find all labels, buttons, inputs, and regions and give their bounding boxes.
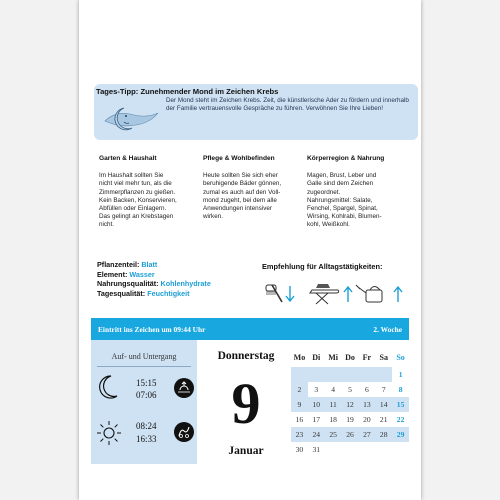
weekday-header: So	[396, 353, 405, 362]
calendar-day: 3	[308, 382, 325, 397]
weekday-header: Mi	[328, 353, 339, 362]
attr-label: Tagesqualität:	[97, 288, 146, 298]
weekday-header: Sa	[379, 353, 388, 362]
calendar-day: 15	[392, 397, 409, 412]
sign-entry-banner	[91, 318, 409, 340]
calendar-day: 22	[392, 412, 409, 427]
column-line: nicht viel mehr tun, als die	[99, 180, 172, 188]
moon-rise-time: 15:15	[136, 378, 157, 388]
calendar-day: 30	[291, 442, 308, 457]
column-line: Heute sollten Sie sich eher	[203, 172, 278, 180]
calendar-day: 23	[291, 427, 308, 442]
calendar-day: 7	[375, 382, 392, 397]
calendar-day: 11	[325, 397, 342, 412]
column-line: Galle sind dem Zeichen	[307, 180, 374, 188]
calendar-day	[342, 442, 359, 457]
daily-tip-title: Tages-Tipp: Zunehmender Mond im Zeichen Krebs	[96, 87, 279, 96]
weekday: Donnerstag	[217, 350, 275, 362]
column-line: mond zugeht, bei dem alle	[203, 196, 277, 204]
column-title: Garten & Haushalt	[99, 155, 157, 162]
calendar-day	[308, 367, 325, 382]
calendar-day: 24	[308, 427, 325, 442]
zodiac-symbol-icon	[173, 421, 195, 443]
calendar-week	[291, 412, 409, 427]
calendar-day: 13	[358, 397, 375, 412]
calendar-day: 4	[325, 382, 342, 397]
moon-set-time: 07:06	[136, 390, 157, 400]
column-title: Körperregion & Nahrung	[307, 155, 385, 162]
column-line: kohl, Weißkohl.	[307, 221, 350, 229]
calendar-day: 31	[308, 442, 325, 457]
calendar-day: 18	[325, 412, 342, 427]
attr-label: Nahrungsqualität:	[97, 279, 159, 289]
column-line: Wirsing, Kohlrabi, Blumen-	[307, 213, 382, 221]
weekday-header: Mo	[293, 353, 306, 362]
rise-set-panel	[91, 340, 197, 464]
column-body-nutrition	[307, 155, 407, 230]
day-number: 9	[231, 371, 261, 436]
calendar-week	[291, 397, 409, 412]
column-line: zugeordnet.	[307, 188, 341, 196]
column-line: Anwendungen intensiver	[203, 205, 272, 213]
calendar-day: 1	[392, 367, 409, 382]
column-care-wellbeing	[203, 155, 303, 221]
calendar-day: 29	[392, 427, 409, 442]
calendar-day: 6	[358, 382, 375, 397]
column-line: Magen, Brust, Leber und	[307, 172, 377, 180]
moon-attributes	[97, 260, 211, 298]
column-title: Pflege & Wohlbefinden	[203, 155, 275, 162]
column-line: Zimmerpflanzen zu gießen.	[99, 188, 176, 196]
calendar-day	[375, 367, 392, 382]
attr-label: Element:	[97, 269, 128, 279]
calendar-day: 19	[342, 412, 359, 427]
calendar-day: 2	[291, 382, 308, 397]
recommendation-icons	[262, 280, 412, 308]
ironing-board-icon	[310, 284, 339, 304]
calendar-day: 12	[342, 397, 359, 412]
recommendation-title: Empfehlung für Alltagstätigkeiten:	[262, 262, 383, 271]
attr-value: Wasser	[129, 269, 155, 279]
column-line: wirken.	[203, 213, 223, 221]
rise-set-title: Auf- und Untergang	[111, 352, 177, 361]
moonrise-symbol-icon	[173, 377, 195, 399]
moon-icon	[97, 374, 121, 400]
hairbrush-icon	[266, 285, 282, 302]
column-line: beruhigende Bäder gönnen,	[203, 180, 282, 188]
column-line: nicht.	[99, 221, 115, 229]
attr-value: Blatt	[141, 260, 158, 269]
calendar-day: 8	[392, 382, 409, 397]
calendar-day	[291, 367, 308, 382]
column-line: Im Haushalt sollten Sie	[99, 172, 164, 180]
calendar-day: 9	[291, 397, 308, 412]
calendar-day	[342, 367, 359, 382]
calendar-week	[291, 367, 409, 382]
column-line: zumal es auch auf den Voll-	[203, 188, 281, 196]
calendar-day: 10	[308, 397, 325, 412]
calendar-day	[358, 442, 375, 457]
calendar-day	[325, 367, 342, 382]
month: Januar	[228, 445, 264, 457]
calendar-header	[291, 353, 409, 367]
weekday-header: Do	[345, 353, 355, 362]
crescent-moon-face-icon	[102, 106, 160, 132]
calendar-day: 26	[342, 427, 359, 442]
column-line: Das gelingt an Krebstagen	[99, 213, 174, 221]
weekday-header: Di	[312, 353, 321, 362]
daily-tip-text: Der Mond steht im Zeichen Krebs. Zeit, die künstlerische Ader zu fördern und innerhalb der Familie vertrauensvolle Gespräche zu führen. Verwöhnen Sie Ihre Lieben!	[166, 97, 409, 113]
column-line: Nahrungsmittel: Salate,	[307, 196, 373, 204]
calendar-day	[358, 367, 375, 382]
arrow-up-icon	[344, 287, 352, 302]
calendar-day	[392, 442, 409, 457]
weekday-header: Fr	[362, 353, 372, 362]
calendar-week	[291, 442, 409, 457]
calendar-day: 20	[358, 412, 375, 427]
divider	[97, 366, 191, 367]
calendar-day: 14	[375, 397, 392, 412]
calendar-day: 5	[342, 382, 359, 397]
column-garden-household	[99, 155, 199, 230]
column-line: Kein Backen, Konservieren,	[99, 196, 177, 204]
calendar-week	[291, 382, 409, 397]
attr-value: Kohlenhydrate	[160, 279, 211, 289]
calendar-day	[325, 442, 342, 457]
attr-label: Pflanzenteil:	[97, 260, 140, 269]
sign-entry-time: Eintritt ins Zeichen um 09:44 Uhr	[98, 325, 206, 334]
calendar-day: 28	[375, 427, 392, 442]
sun-set-time: 16:33	[136, 434, 157, 444]
attr-value: Feuchtigkeit	[147, 288, 190, 298]
sun-icon	[96, 420, 122, 446]
calendar-day: 21	[375, 412, 392, 427]
calendar-day: 16	[291, 412, 308, 427]
calendar-day: 25	[325, 427, 342, 442]
calendar-week	[291, 427, 409, 442]
month-calendar	[291, 353, 409, 457]
arrow-down-icon	[286, 286, 294, 301]
watering-can-icon	[356, 285, 382, 302]
week-number: 2. Woche	[373, 325, 402, 334]
column-line: Abfüllen oder Einlagern.	[99, 205, 167, 213]
calendar-day: 27	[358, 427, 375, 442]
arrow-up-icon	[394, 287, 402, 302]
sun-rise-time: 08:24	[136, 421, 157, 431]
calendar-day: 17	[308, 412, 325, 427]
calendar-day	[375, 442, 392, 457]
column-line: Fenchel, Spargel, Spinat,	[307, 205, 378, 213]
